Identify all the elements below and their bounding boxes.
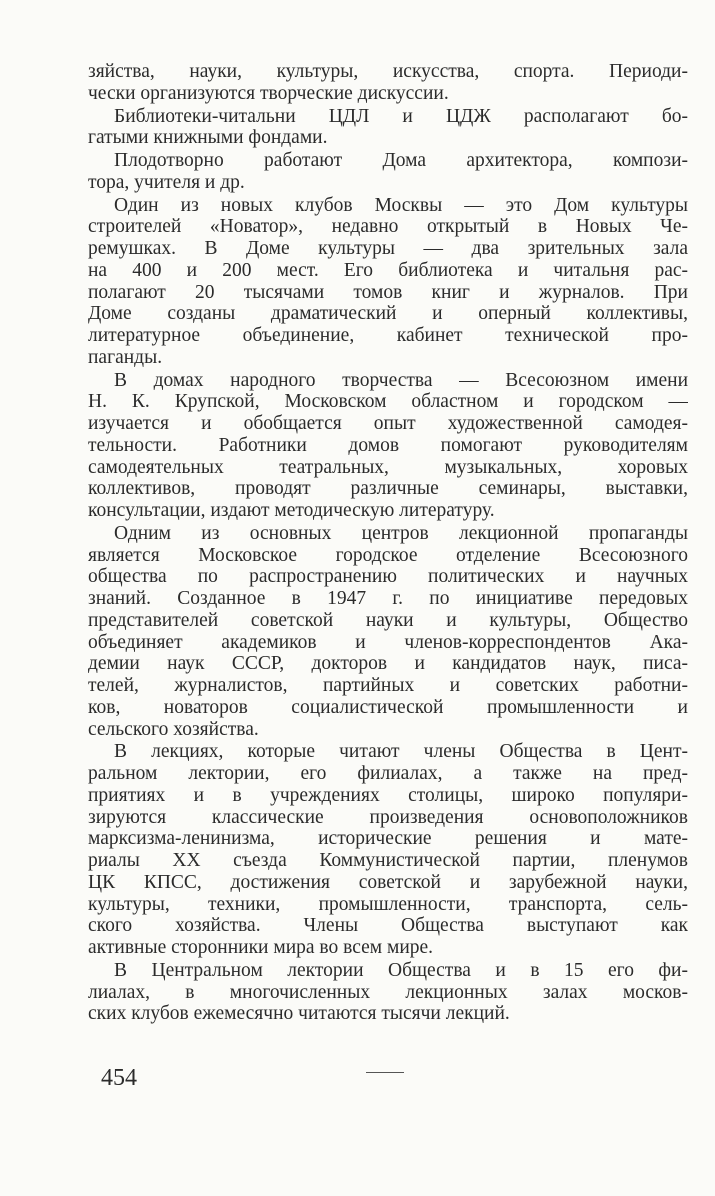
text-line: В Центральном лектории Общества и в 15 его фи- (114, 959, 688, 981)
text-line: ского хозяйства. Члены Общества выступают как (88, 915, 688, 937)
paragraph (88, 61, 688, 105)
text-line: объединяет академиков и членов-корреспондентов Ака- (88, 631, 688, 653)
text-line: тора, учителя и др. (88, 171, 245, 193)
text-line: литературное объединение, кабинет технической про- (88, 325, 688, 346)
text-line: Доме созданы драматический и оперный коллективы, (88, 303, 688, 325)
paragraph (88, 106, 688, 150)
text-line: ских клубов ежемесячно читаются тысячи лекций. (88, 1003, 510, 1025)
paragraph (88, 960, 688, 1025)
text-line: зяйства, науки, культуры, искусства, спорта. Периоди- (88, 61, 688, 82)
text-line: представителей советской науки и культуры, Общество (88, 609, 688, 631)
footer-rule (366, 1072, 404, 1073)
text-line: лиалах, в многочисленных лекционных залах москов- (88, 981, 688, 1003)
text-line: Одним из основных центров лекционной пропаганды (114, 522, 688, 544)
text-line: марксизма-ленинизма, исторические решения и мате- (88, 828, 688, 850)
text-line: знаний. Созданное в 1947 г. по инициативе передовых (88, 588, 688, 609)
paragraph (88, 523, 688, 741)
text-line: В домах народного творчества — Всесоюзном имени (114, 369, 688, 391)
text-line: Н. К. Крупской, Московском областном и городском — (88, 391, 688, 413)
text-line: культуры, техники, промышленности, транспорта, сель- (88, 893, 688, 915)
text-line: полагают 20 тысячами томов книг и журналов. При (88, 281, 688, 303)
text-line: коллективов, проводят различные семинары, выставки, (88, 478, 688, 500)
text-line: демии наук СССР, докторов и кандидатов наук, писа- (88, 653, 688, 675)
text-line: является Московское городское отделение Всесоюзного (88, 544, 688, 566)
text-line: общества по распространению политических и научных (88, 566, 688, 588)
text-line: тельности. Работники домов помогают руководителям (88, 434, 688, 456)
paragraph (88, 150, 688, 194)
paragraph (88, 741, 688, 959)
text-line: чески организуются творческие дискуссии. (88, 82, 449, 104)
text-line: самодеятельных театральных, музыкальных, хоровых (88, 456, 688, 478)
text-line: активные сторонники мира во всем мире. (88, 937, 434, 958)
text-line: Плодотворно работают Дома архитектора, компози- (114, 150, 688, 171)
text-line: зируются классические произведения основоположников (88, 806, 688, 828)
text-line: на 400 и 200 мест. Его библиотека и читальня рас- (88, 259, 688, 281)
text-line: ремушках. В Доме культуры — два зрительных зала (88, 238, 688, 259)
paragraph (88, 195, 688, 369)
text-line: ральном лектории, его филиалах, а также на пред- (88, 763, 688, 784)
text-line: паганды. (88, 346, 163, 368)
text-line: ков, новаторов социалистической промышленности и (88, 696, 688, 718)
text-line: изучается и обобщается опыт художественной самодея- (88, 413, 688, 434)
text-line: В лекциях, которые читают члены Общества в Цент- (114, 741, 688, 763)
text-line: консультации, издают методическую литературу. (88, 500, 495, 521)
text-line: риалы XX съезда Коммунистической партии, пленумов (88, 850, 688, 871)
paragraph (88, 370, 688, 522)
text-line: ЦК КПСС, достижения советской и зарубежной науки, (88, 871, 688, 893)
page-number: 454 (101, 1065, 137, 1091)
body-text (88, 61, 688, 1025)
text-line: строителей «Новатор», недавно открытый в Новых Че- (88, 216, 688, 238)
text-line: Один из новых клубов Москвы — это Дом культуры (114, 194, 688, 216)
text-line: гатыми книжными фондами. (88, 127, 328, 149)
text-line: сельского хозяйства. (88, 718, 259, 740)
text-line: телей, журналистов, партийных и советских работни- (88, 675, 688, 696)
text-line: Библиотеки-читальни ЦДЛ и ЦДЖ располагают бо- (114, 105, 688, 127)
text-line: приятиях и в учреждениях столицы, широко популяри- (88, 784, 688, 806)
